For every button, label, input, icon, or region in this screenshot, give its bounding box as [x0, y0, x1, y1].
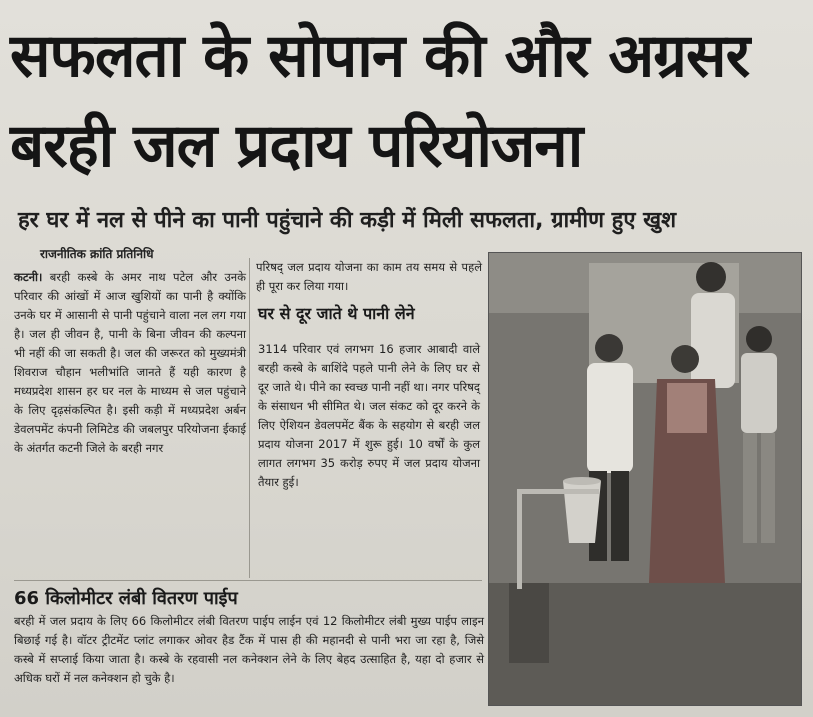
- dateline: कटनी।: [14, 270, 43, 284]
- section-title: 66 किलोमीटर लंबी वितरण पाईप: [14, 588, 238, 609]
- headline-line-1: सफलता के सोपान की और अग्रसर: [10, 21, 750, 91]
- news-photo: [488, 252, 802, 706]
- section-text: बरही में जल प्रदाय के लिए 66 किलोमीटर लंबी वितरण पाईप लाईन एवं 12 किलोमीटर लंबी मुख्य पाईप लाइन बिछाई गई है। वॉटर ट्रीटमेंट प्लांट लगाकर ओवर हैड टैंक में पास ही की महानदी से पानी भरा जा रहा है, जिसे कस्बे में सप्लाई किया जाता है। कस्बे के रहवासी नल कनेक्शन लेने के लिए बेहद उत्साहित है, यहा दो हजार से अधिक घरों में नल कनेक्शन हो चुके है।: [14, 614, 484, 685]
- column-divider: [249, 258, 250, 578]
- news-photo-illustration: [489, 253, 801, 705]
- subheadline: हर घर में नल से पीने का पानी पहुंचाने की कड़ी में मिली सफलता, ग्रामीण हुए खुश: [18, 208, 677, 233]
- column-2-top-text: परिषद् जल प्रदाय योजना का काम तय समय से पहले ही पूरा कर लिया गया।: [256, 260, 482, 293]
- byline: राजनीतिक क्रांति प्रतिनिधि: [40, 247, 154, 261]
- section-subhead: घर से दूर जाते थे पानी लेने: [258, 304, 415, 323]
- section-divider: [14, 580, 482, 581]
- headline-line-2: बरही जल प्रदाय परियोजना: [10, 111, 583, 181]
- article-column-1: [14, 268, 246, 458]
- column-1-text: बरही कस्बे के अमर नाथ पटेल और उनके परिवार की आंखों में आज खुशियों का पानी है क्योंकि उनके घर में आसानी से पानी पहुंचाने वाला नल लग गया है। जल ही जीवन है, पानी के बिना जीवन की कल्पना भी नहीं की जा सकती है। जल की जरूरत को मुख्यमंत्री शिवराज चौहान भलीभांति जानते हैं यही कारण है मध्यप्रदेश शासन हर घर नल के माध्यम से जल पहुंचाने के लिए दृढ़संकल्पित है। इसी कड़ी में मध्यप्रदेश अर्बन डेवलपमेंट कंपनी लिमिटेड की जबलपुर परियोजना ईकाई के अंतर्गत कटनी जिले के बरही नगर: [14, 270, 247, 455]
- article-column-2: 3114 परिवार एवं लगभग 16 हजार आबादी वाले बरही कस्बे के बाशिंदे पहले पानी लेने के लिए घर से दूर जाते थे। पीने का स्वच्छ पानी नहीं था। नगर परिषद् के संसाधन भी सीमित थे। जल संकट को दूर करने के लिए ऐशियन डेवलपमेंट बैंक के सहयोग से बरही जल प्रदाय योजना 2017 में शुरू हुई। 10 वर्षों के कुल लागत लगभग 35 करोड़ रुपए में जल प्रदाय योजना तैयार हुई।: [258, 342, 480, 489]
